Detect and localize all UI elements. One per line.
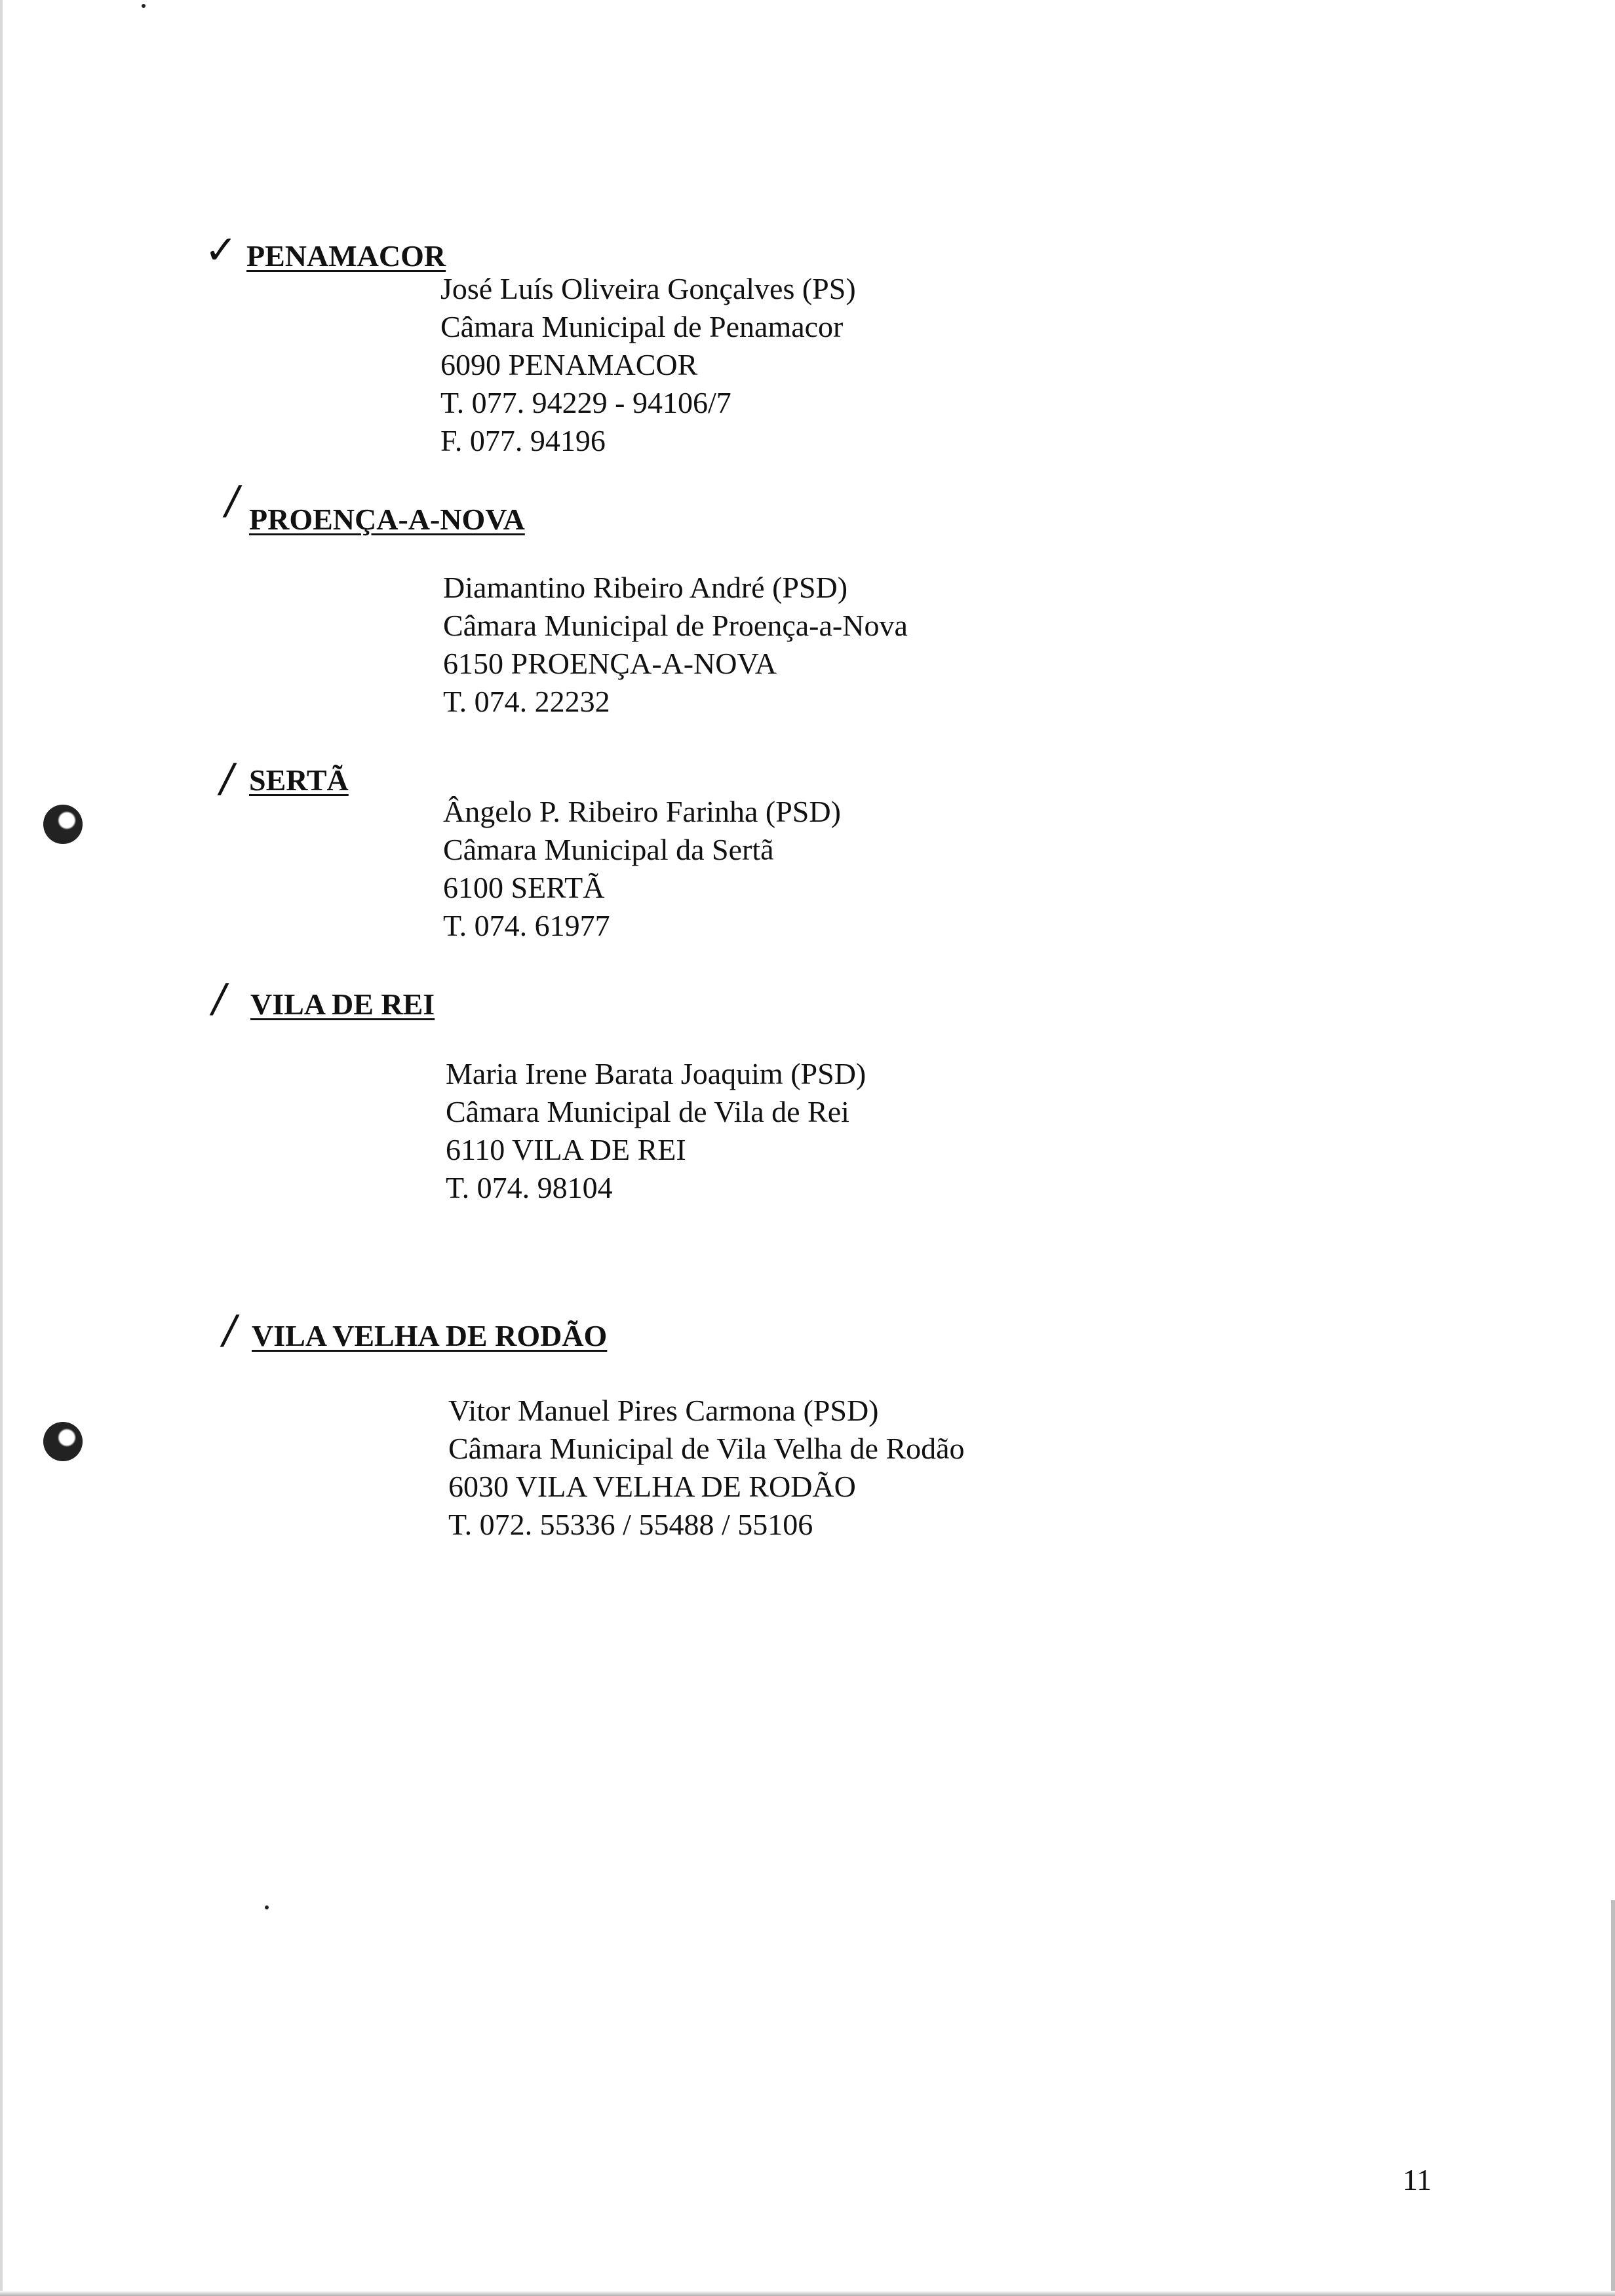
scan-speck [265, 1905, 269, 1909]
contact-block [446, 1055, 866, 1207]
section-heading: VILA VELHA DE RODÃO [252, 1319, 608, 1352]
section-heading: PENAMACOR [246, 239, 446, 273]
scan-edge-left [0, 0, 3, 2296]
contact-fax: F. 077. 94196 [440, 424, 606, 457]
scan-speck [142, 4, 146, 8]
punch-hole-icon [43, 1422, 83, 1461]
contact-organization: Câmara Municipal de Proença-a-Nova [443, 609, 908, 642]
scan-edge-right [1611, 1900, 1615, 2296]
contact-postal: 6030 VILA VELHA DE RODÃO [448, 1470, 856, 1503]
contact-phone: T. 077. 94229 - 94106/7 [440, 386, 731, 419]
contact-block [448, 1392, 965, 1544]
punch-hole-icon [43, 805, 83, 844]
contact-name: Diamantino Ribeiro André (PSD) [443, 571, 848, 604]
section-heading: PROENÇA-A-NOVA [249, 503, 525, 536]
page-number: 11 [1403, 2163, 1432, 2196]
contact-phone: T. 074. 98104 [446, 1171, 613, 1204]
contact-block [443, 793, 841, 945]
contact-block [443, 569, 908, 721]
contact-name: José Luís Oliveira Gonçalves (PS) [440, 272, 856, 305]
check-mark-icon: ✓ [204, 227, 238, 273]
contact-phone: T. 074. 61977 [443, 909, 610, 942]
contact-organization: Câmara Municipal da Sertã [443, 833, 774, 866]
contact-name: Ângelo P. Ribeiro Farinha (PSD) [443, 795, 841, 828]
contact-phone: T. 074. 22232 [443, 685, 610, 718]
check-mark-icon: / [223, 1307, 237, 1353]
scan-edge-bottom [0, 2291, 1615, 2296]
section-heading: VILA DE REI [250, 987, 435, 1021]
contact-block [440, 270, 856, 460]
contact-organization: Câmara Municipal de Vila de Rei [446, 1095, 849, 1128]
contact-postal: 6100 SERTÃ [443, 871, 605, 904]
contact-organization: Câmara Municipal de Vila Velha de Rodão [448, 1432, 965, 1465]
contact-organization: Câmara Municipal de Penamacor [440, 310, 844, 343]
contact-name: Maria Irene Barata Joaquim (PSD) [446, 1057, 866, 1090]
check-mark-icon: / [212, 976, 226, 1022]
check-mark-icon: / [225, 478, 239, 524]
contact-postal: 6110 VILA DE REI [446, 1133, 686, 1166]
contact-postal: 6150 PROENÇA-A-NOVA [443, 647, 777, 680]
section-heading: SERTÃ [249, 763, 349, 797]
check-mark-icon: / [220, 756, 234, 801]
contact-name: Vitor Manuel Pires Carmona (PSD) [448, 1394, 879, 1427]
contact-phone: T. 072. 55336 / 55488 / 55106 [448, 1508, 813, 1541]
contact-postal: 6090 PENAMACOR [440, 348, 698, 381]
